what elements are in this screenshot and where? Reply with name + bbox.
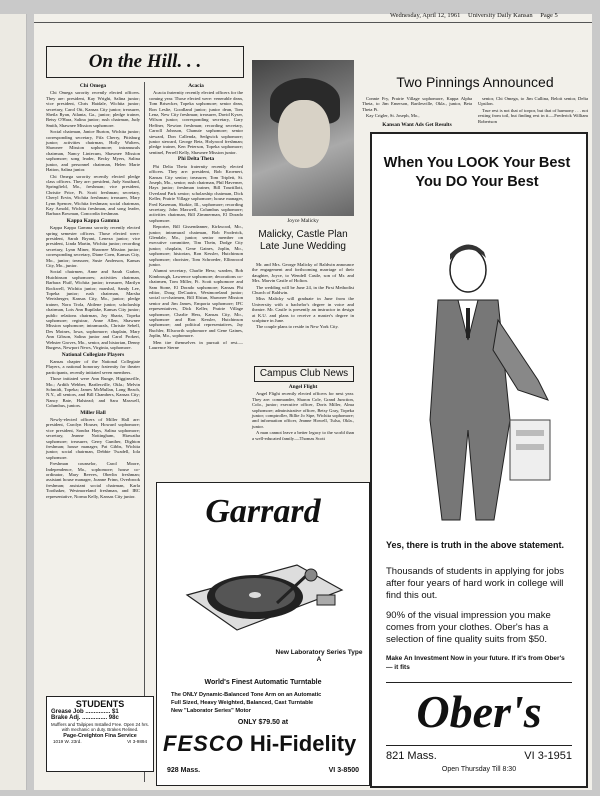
malicky-paragraph: Mr. and Mrs. George Malicky of Baldwin announce the engagement and forthcoming marriage of their daughter, Joyce, to Wendell Castle, son of Mr. and Mrs. Marvin Castle of Holton. xyxy=(252,262,354,284)
campus-para-2: A man cannot leave a better legacy to the world than a well-educated family.—Thomas Scott xyxy=(252,430,354,441)
section-paragraph: Those initiated were Ann Runge, Higginsville, Mo.; Ardith Webber, Bartlesville, Okla.; Melvin Schmidt, Topeka; James McMullan, Long Beach, N.Y., all seniors, and Bill Chambers, Kansas City; Nancy Bate, Halstead; and Sara Maxwell, Columbus, juniors. xyxy=(46,376,140,409)
malicky-article xyxy=(252,262,354,370)
obers-address: 821 Mass. xyxy=(386,750,437,762)
section-paragraph: Reporter, Bill Gissendanner, Kirkwood, Mo., junior; intramural chairman, Bob Froderick, Glendale, Mo., junior; senior member on executive committee, Tim Thein, Dodge City junior; chaplain, Gene Gaines, Joplin, Mo., sophomore; historian, Ron Kessler, Hutchinson sophomore; chorister, Tom Schroeder, Ellinwood junior. xyxy=(149,224,243,267)
obers-truth: Yes, there is truth in the above statement. xyxy=(386,540,565,550)
section-paragraph: Chi Omega sorority recently elected officers. They are: president, Kay Wright, Salina junior; vice president, Chris Haidale, Wichita junior; secretary, Carol Ott, Kansas City junior; treasurer, Sheila Ryan, Atlanta, Ga., junior; pledge trainer, Betsy O'Hara, Salina junior; rush chairman, Judy Smith, Shawnee Mission sophomore. xyxy=(46,90,140,128)
campus-club-news-title: Campus Club News xyxy=(259,368,349,379)
garrard-phone: VI 3-8500 xyxy=(328,767,359,774)
header-page: Page 5 xyxy=(540,12,558,19)
shop-phone: VI 3-9894 xyxy=(127,739,147,744)
fesco-logo: FESCO xyxy=(163,731,244,756)
grease-job-line: Grease Job ............... $1 xyxy=(51,709,119,715)
shop-name: Page-Creighton Fina Service xyxy=(63,733,137,739)
section-paragraph: Kappa Kappa Gamma sorority recently elected spring semester officers. Those elected were: president, Sarah Bryant, Lenexa junior; vice president, Linda Martin, Wichita junior; recording secretary, Lynn Miner, Shawnee Mission junior; corresponding secretary, Diane Coen, Kansas City, Mo., junior; treasurer, Susie Anderson, Kansas City, Mo., junior. xyxy=(46,225,140,268)
garrard-address: 928 Mass. xyxy=(167,767,201,774)
garrard-feature-1: The ONLY Dynamic-Balanced Tone Arm on an Automatic xyxy=(171,692,322,698)
pinnings-left xyxy=(362,96,472,120)
column-society-2 xyxy=(149,82,243,472)
malicky-paragraph: The couple plans to reside in New York City. xyxy=(256,324,339,330)
obers-headline-2: You DO Your Best xyxy=(415,174,539,190)
garrard-ad xyxy=(156,482,370,786)
campus-article xyxy=(252,383,354,479)
garrard-feature-3: New "Laborator Series" Motor xyxy=(171,708,251,714)
column-society-1 xyxy=(46,82,140,700)
section-paragraph: Social chairmen, Anne and Sarah Graber, Hutchinson sophomores; activities chairman, Barbara Fluff, Wichita junior; treasurer, Marilyn Rockwell, Wichita junior; marshal, Sandy Lee, Topeka junior; rush chairman, Marsha Wertsberger, Kansas City, Mo., junior; pledge trainer, Nora Trola, Abilene junior; scholarship chairman, Lois Ann Ruptlake, Kansas City junior; public relations chairman, Joy Shartz, Topeka sophomore; registrar, Anne Allen, Shawnee Mission sophomore; intramurals, Christie Sebell, Des Moines, Iowa, sophomore; chaplain, Mary Ann Gibson, Salina junior and Carol Prokert, Webster Groves, Mo., senior, and historian, Denny Burgess, Newport News, Virginia, sophomore. xyxy=(46,269,140,351)
section-head: Miller Hall xyxy=(80,409,106,416)
campus-club-news-box xyxy=(254,366,354,382)
pinnings-headline: Two Pinnings Announced xyxy=(396,74,554,90)
header-date: Wednesday, April 12, 1961 xyxy=(390,12,461,19)
obers-logo: Ober's xyxy=(386,682,572,746)
on-the-hill-banner xyxy=(46,46,244,78)
pinnings-right xyxy=(478,96,588,124)
pinnings-left-text: Connie Fry, Prairie Village sophomore, Kappa Alpha Theta, to Jim Emerson, Bartlesville, Okla., junior, Beta Theta Pi. xyxy=(362,96,472,112)
turntable-illustration xyxy=(177,545,347,645)
obers-invest: Make An Investment Now in your future. If it's from Ober's — it fits xyxy=(386,655,565,671)
section-paragraph: Kansas chapter of the National Collegiate Players, a national honorary fraternity for theater participants, recently initiated seven members. xyxy=(46,358,140,375)
pinnings-right-quote: True rest is not that of torpor, but that of harmony . . . not resting from toil, but finding rest in it.—Frederick William Robertson xyxy=(478,107,588,124)
obers-phone: VI 3-1951 xyxy=(524,750,572,762)
obers-para-2: 90% of the visual impression you make comes from your clothes. Ober's has a selection of fine quality suits from $50. xyxy=(386,610,551,645)
section-head: National Collegiate Players xyxy=(61,351,125,358)
section-paragraph: Chi Omega sorority recently elected pledge class officers. They are: president, Judy Southard, Springfield, Mo., freshman; vice president, Christie Price, Ft. Scott freshman; secretary, Cheryl Ervin, Wichita freshman; treasurer, Mary Lynn Spencer, Wichita freshman; social chairman, Kay Arnold, Wichita freshman, and song leader, Barbara Bowman, Concordia freshman. xyxy=(46,173,140,217)
pinnings-left-text-2: Kay Crigler, St. Joseph, Mo., xyxy=(366,113,420,119)
malicky-headline: Malicky, Castle Plan Late June Wedding xyxy=(258,229,348,252)
shop-address: 1019 W. 23rd. xyxy=(53,739,82,744)
section-head: Acacia xyxy=(188,83,204,89)
angel-flight-head: Angel Flight xyxy=(288,384,318,390)
section-paragraph: Social chairman, Janice Burton, Wichita junior; corresponding secretary, Fifa Cherry, Pittsburg junior; activities chairman, Holly Walters, Shawnee Mission sophomore; intramurals chairman, Nancy Lintecum, Shawnee Mission sophomore; song leader, Becky Myers, Salina junior, and personnel chairman, Helen Marie Hatton, Salina junior. xyxy=(46,129,140,173)
campus-para-1: Angel Flight recently elected officers for next year. They are: commander, Sharon Cole, Grand Junction, Colo., junior; executive officer, Doris Miller, Alma sophomore; administrative officer, Betsy Gray, Topeka junior; comptroller, Billie Jo Sipe, Wichita sophomore; and information officer, Jeanne Howell, Tulsa, Okla., junior. xyxy=(252,391,354,429)
hi-fidelity-text: Hi-Fidelity xyxy=(249,731,357,756)
students-ad xyxy=(46,696,154,772)
malicky-paragraph: Miss Malicky will graduate in June from the University with a bachelor's degree in voice and theatre. Mr. Castle is presently an instructor in design at K.U. and plans to receive a master's degree in sculpture in June. xyxy=(252,296,354,324)
obers-headline-1: When You LOOK Your Best xyxy=(383,155,571,171)
want-ads-line: Kansan Want Ads Get Results xyxy=(382,122,452,128)
on-the-hill-title: On the Hill. . . xyxy=(88,51,202,72)
garrard-new-series: New Laboratory Series Type A xyxy=(275,649,363,663)
section-paragraph: Alumni secretary, Charlie Hess; warden, Bob Kimbrough, Lawrence sophomore; decorations co-chairmen, Tom Miller, Ft. Scott sophomore and Sam Stone, El Dorado sophomore; Kansas Phi editor, Doug DeCuairo, Westmoreland junior; social co-chairmen, Bill Elstun, Shawnee Mission senior and Jim James, Emporia sophomore; IFC representatives, Dick Keller, Prairie Village sophomore, Charlie Hess, Kansas City, Mo., sophomore and Ron Kessler, Hutchinson sophomore; and political representatives, Jay Buchler, Ellsworth sophomore and Gene Gaines, Joplin, Mo., sophomore. xyxy=(149,268,243,339)
section-paragraph: Acacia fraternity recently elected officers for the coming year. Those elected were: venerable dean, Tom Brisecker, Topeka sophomore; senior dean, Ron Leslie, Goodland junior; junior dean, Tom Lenz, New City freshman; treasurer, David Kyser, Wilson junior; corresponding secretary, Gary Heffner, Newton freshman; recording secretary, Carroll Johnson, Chanute sophomore; senior steward, Don Callenda, Sedgwick sophomore; junior steward, George Betz, Holyrood freshman; pledge trainer, Ken Peterson, Topeka sophomore; sentinel, Ferrell Kelly, Shawnee Mission junior. xyxy=(149,90,243,155)
obers-headline xyxy=(372,154,582,192)
obers-para-1: Thousands of students in applying for jobs after four years of hard work in college will find this out. xyxy=(386,566,564,601)
section-head: Phi Delta Theta xyxy=(177,156,215,163)
section-head: Kappa Kappa Gamma xyxy=(66,217,120,224)
malicky-paragraph: The wedding will be June 24, in the First Methodist Church of Baldwin. xyxy=(252,284,354,296)
students-title: STUDENTS xyxy=(75,699,125,709)
photo-caption: Joyce Malicky xyxy=(287,218,319,224)
header-rule xyxy=(34,22,592,23)
section-paragraph: Freshman counselor, Carol Moore, Independence, Mo., sophomore; house co-ordinator, Mary Reeves, Oberlin freshman; assistant house manager, Joanne Frinn, Overbrook freshman; assistant social chairman, Karla Toothaker, Westmoreland freshman, and IRC representative, Norma Kelly, Kansas City junior. xyxy=(46,461,140,499)
page-header xyxy=(390,12,590,19)
section-paragraph: Phi Delta Theta fraternity recently elected officers. They are: president, Bob Kroenert, Kansas City senior; treasurer, Tom Triplett, St. Joseph, Mo., senior; rush chairman, Phil Haverner, Hays junior; freshman trainer, Bill Tourtillott, Overland Park senior; scholarship chairman, Dick Keller, Prairie Village sophomore; house manager, Fred Kaseman, Skokie, Ill., sophomore; recording secretary, John Maxwell, Columbus sophomore; activities chairman, Bill Zimmerman, El Dorado sophomore. xyxy=(149,163,243,223)
section-head: Chi Omega xyxy=(79,83,107,89)
man-in-suit-illustration xyxy=(398,230,558,530)
portrait-face xyxy=(278,100,330,168)
column-rule xyxy=(144,82,145,782)
brake-adj-line: Brake Adj. ............... 98c xyxy=(51,715,119,721)
garrard-tagline: World's Finest Automatic Turntable xyxy=(204,679,322,686)
muffler-line: Mufflers and Tailpipes Installed Free. Open 24 hrs. with mechanic on duty. Brakes Relined. xyxy=(51,722,149,732)
header-paper: University Daily Kansan xyxy=(468,12,533,19)
obers-hours: Open Thursday Till 8:30 xyxy=(441,766,517,773)
adjacent-page-edge xyxy=(0,14,27,790)
obers-ad xyxy=(370,132,588,788)
garrard-feature-2: Full Sized, Heavy Weighted, Balanced, Cast Turntable xyxy=(171,700,314,706)
garrard-logo: Garrard xyxy=(205,493,321,530)
pinnings-right-text: senior, Chi Omega, to Jim Cullina, Beloit senior, Delta Upsilon. xyxy=(478,96,588,107)
newspaper-page xyxy=(34,14,592,790)
garrard-price: ONLY $79.50 at xyxy=(237,719,289,726)
portrait-photo xyxy=(252,60,354,216)
section-paragraph: Men tire themselves in pursuit of rest.—Laurence Sterne xyxy=(149,339,243,351)
section-paragraph: Newly-elected officers of Miller Hall are: president, Carolyn Houser, Howard sophomore; vice president, Sondra Hays, Salina sophomore; secretary, Jeanne Nottingham, Hiawatha sophomore; treasurer, Gerry Gunther, Dighton freshman; house manager, Pat Gibbs, Wichita junior; social chairman, Debbie Twadell, Iola sophomore. xyxy=(46,416,140,460)
